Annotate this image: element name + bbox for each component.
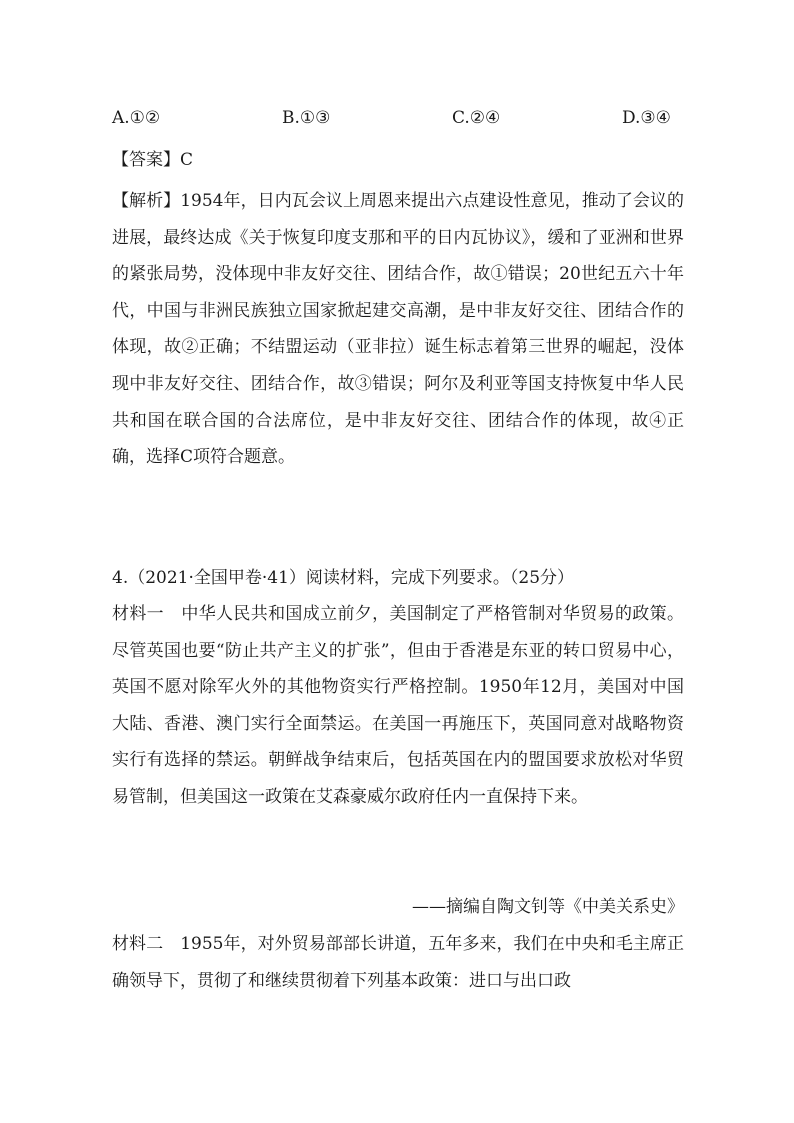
material-two-text: 1955年，对外贸易部部长讲道，五年多来，我们在中央和毛主席正确领导下，贯彻了和继续贯彻着下列基本政策：进口与出口政 [112, 934, 685, 991]
option-a: A.①② [112, 108, 161, 128]
option-d: D.③④ [622, 108, 671, 128]
material-two-paragraph [112, 926, 684, 999]
analysis-text: 1954年，日内瓦会议上周恩来提出六点建设性意见，推动了会议的进展，最终达成《关于恢复印度支那和平的日内瓦协议》，缓和了亚洲和世界的紧张局势，没体现中非友好交往、团结合作，故①错误；20世纪五六十年代，中国与非洲民族独立国家掀起建交高潮，是中非友好交往、团结合作的体现，故②正确；不结盟运动（亚非拉）诞生标志着第三世界的崛起，没体现中非友好交往、团结合作，故③错误；阿尔及利亚等国支持恢复中华人民共和国在联合国的合法席位，是中非友好交往、团结合作的体现，故④正确，选择C项符合题意。 [112, 191, 685, 468]
material-two-label: 材料二 [112, 934, 181, 954]
option-b: B.①③ [282, 108, 331, 128]
analysis-label: 【解析】 [112, 191, 181, 211]
material-one-text: 中华人民共和国成立前夕，美国制定了严格管制对华贸易的政策。尽管英国也要“防止共产主义的扩张”，但由于香港是东亚的转口贸易中心，英国不愿对除军火外的其他物资实行严格控制。1950年12月，美国对中国大陆、香港、澳门实行全面禁运。在美国一再施压下，英国同意对战略物资实行有选择的禁运。朝鲜战争结束后，包括英国在内的盟国要求放松对华贸易管制，但美国这一政策在艾森豪威尔政府任内一直保持下来。 [112, 604, 684, 807]
material-one-label: 材料一 [112, 604, 182, 624]
analysis-paragraph [112, 183, 684, 476]
answer-label: 【答案】 [112, 150, 180, 170]
material-one-source: ——摘编自陶文钊等《中美关系史》 [412, 897, 684, 917]
option-c: C.②④ [452, 108, 501, 128]
answer-line [112, 142, 684, 179]
material-one-paragraph [112, 596, 684, 816]
question-heading: 4.（2021·全国甲卷·41）阅读材料，完成下列要求。（25分） [112, 568, 575, 588]
answer-value: C [180, 150, 194, 170]
answer-options [112, 102, 692, 134]
